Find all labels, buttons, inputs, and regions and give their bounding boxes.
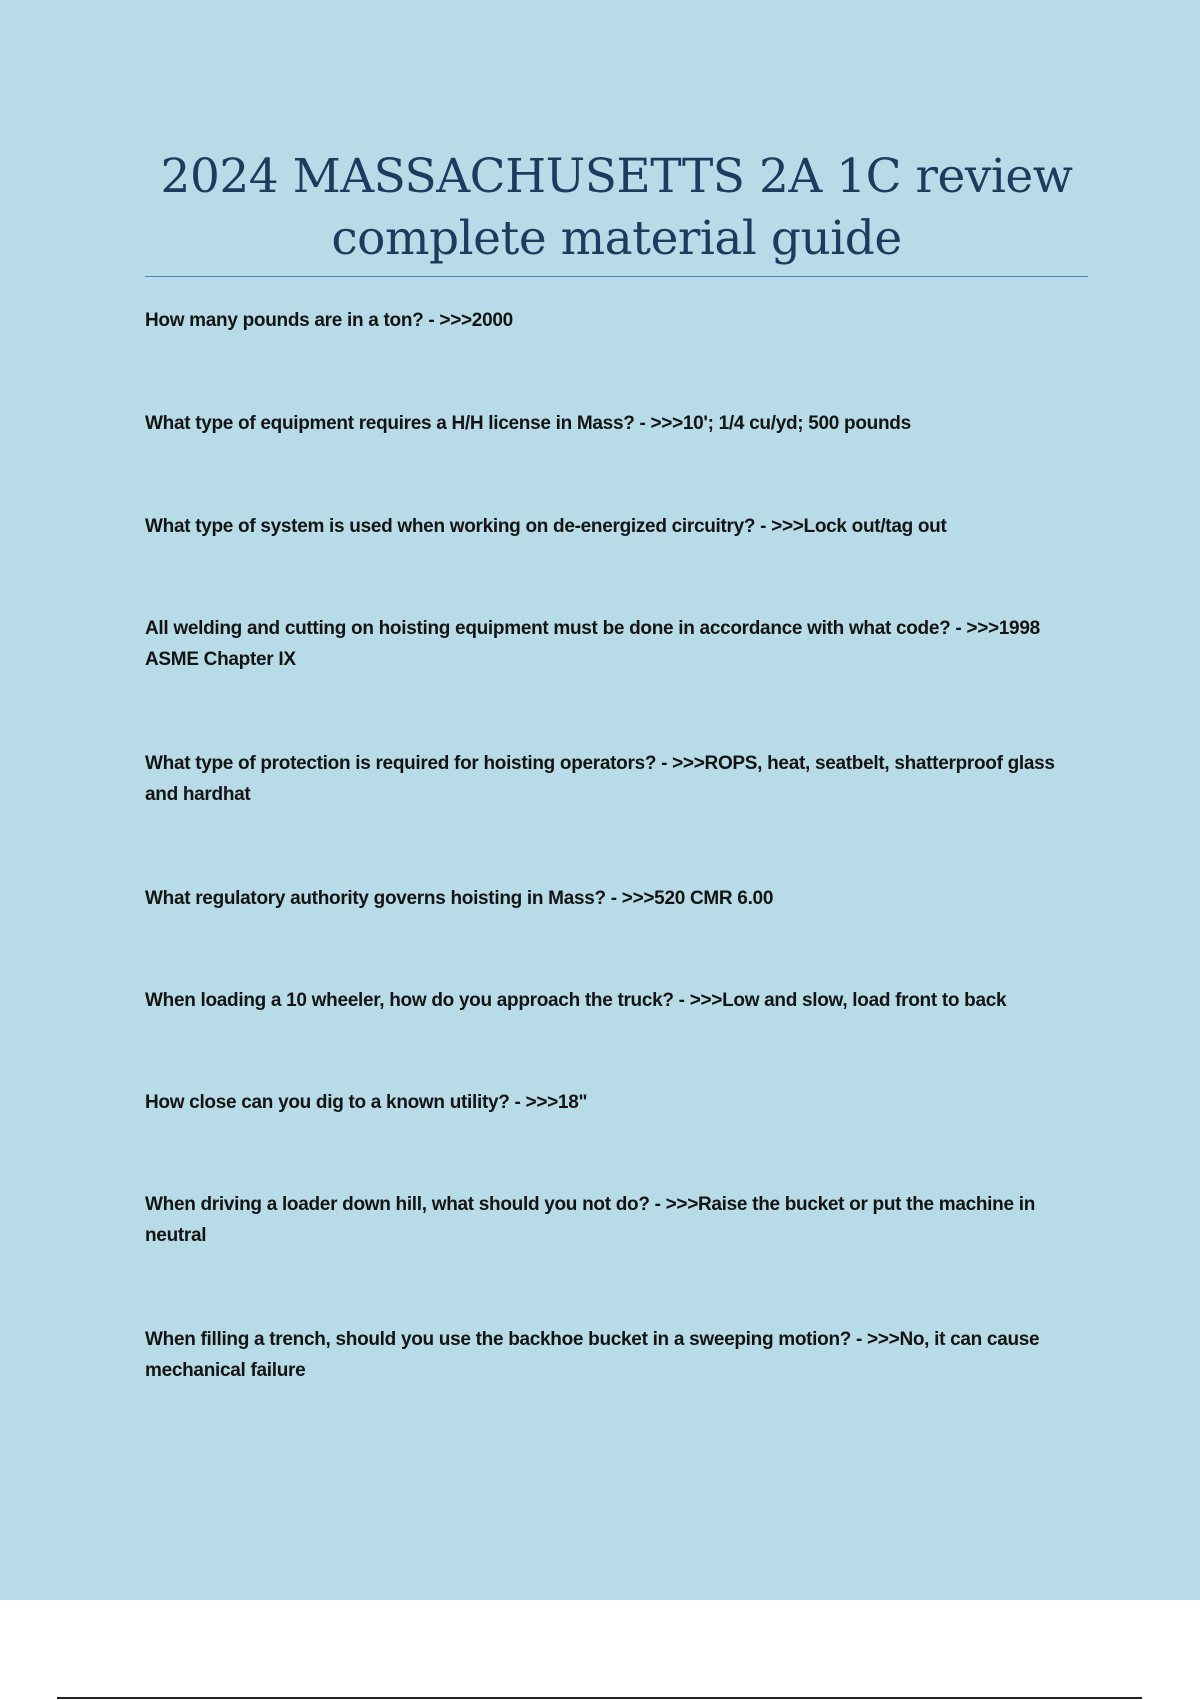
qa-item-10: When filling a trench, should you use the backhoe bucket in a sweeping motion? - >>>No, it can cause mechanical failure — [145, 1329, 1040, 1381]
footer-rule — [57, 1697, 1142, 1699]
qa-item-1: How many pounds are in a ton? - >>>2000 — [145, 310, 513, 331]
qa-item-7: When loading a 10 wheeler, how do you approach the truck? - >>>Low and slow, load front to back — [145, 990, 1007, 1011]
qa-item-8: How close can you dig to a known utility? - >>>18" — [145, 1092, 588, 1113]
qa-item-3: What type of system is used when working on de-energized circuitry? - >>>Lock out/tag out — [145, 516, 947, 537]
qa-item-9: When driving a loader down hill, what should you not do? - >>>Raise the bucket or put the machine in neutral — [145, 1194, 1035, 1246]
document-title-line-2: complete material guide — [331, 211, 902, 266]
qa-item-6: What regulatory authority governs hoisting in Mass? - >>>520 CMR 6.00 — [145, 888, 774, 909]
qa-item-5: What type of protection is required for hoisting operators? - >>>ROPS, heat, seatbelt, shatterproof glass and hardhat — [145, 753, 1055, 805]
title-underline — [145, 276, 1088, 277]
qa-item-2: What type of equipment requires a H/H license in Mass? - >>>10'; 1/4 cu/yd; 500 pounds — [145, 413, 911, 434]
qa-item-4: All welding and cutting on hoisting equipment must be done in accordance with what code? - >>>1998 ASME Chapter IX — [145, 618, 1040, 670]
document-title — [145, 146, 1088, 270]
document-title-line-1: 2024 MASSACHUSETTS 2A 1C review — [160, 149, 1073, 204]
